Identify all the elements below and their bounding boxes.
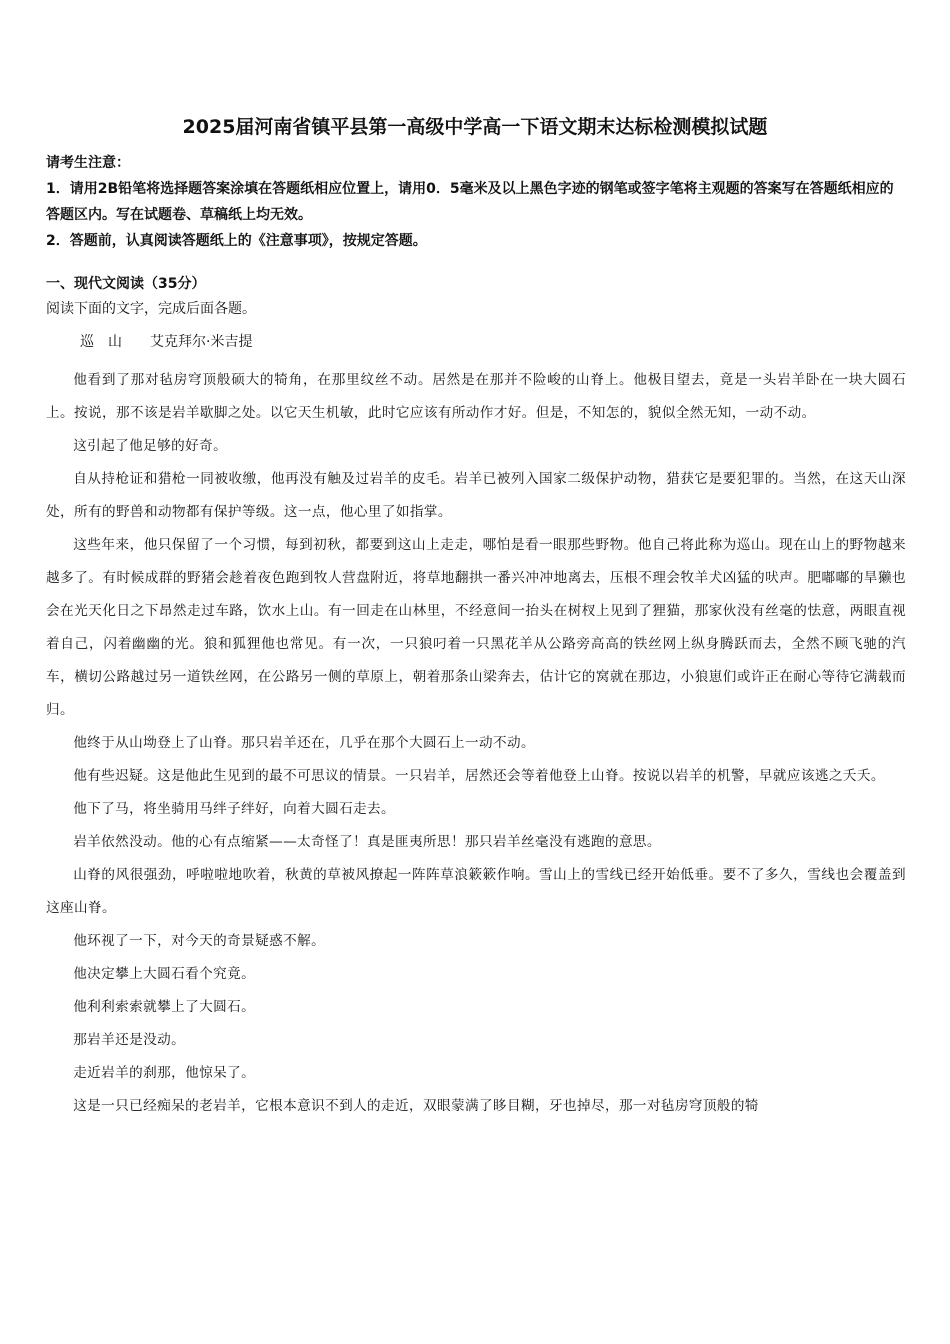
- notice-item: 1．请用2B铅笔将选择题答案涂填在答题纸相应位置上，请用0．5毫米及以上黑色字迹的钢笔或签字笔将主观题的答案写在答题纸相应的答题区内。写在试题卷、草稿纸上均无效。: [46, 181, 894, 223]
- paragraph: 他利利索索就攀上了大圆石。: [73, 999, 256, 1015]
- paragraph: 他决定攀上大圆石看个究竟。: [73, 966, 256, 982]
- paragraph: 山脊的风很强劲，呼啦啦地吹着，秋黄的草被风撩起一阵阵草浪簌簌作响。雪山上的雪线已经开始低垂。要不了多久，雪线也会覆盖到这座山脊。: [46, 867, 906, 916]
- notice-block: [46, 150, 906, 254]
- paragraph: 走近岩羊的刹那，他惊呆了。: [73, 1065, 256, 1081]
- paragraph: 他看到了那对毡房穹顶般硕大的犄角，在那里纹丝不动。居然是在那并不险峻的山脊上。他极目望去，竟是一头岩羊卧在一块大圆石上。按说，那不该是岩羊歇脚之处。以它天生机敏，此时它应该有所动作才好。但是，不知怎的，貌似全然无知，一动不动。: [46, 372, 906, 421]
- paragraph: 他有些迟疑。这是他此生见到的最不可思议的情景。一只岩羊，居然还会等着他登上山脊。按说以岩羊的机警，早就应该逃之夭夭。: [73, 768, 885, 784]
- notice-heading: 请考生注意：: [46, 155, 130, 171]
- section-instruction: 阅读下面的文字，完成后面各题。: [46, 301, 256, 317]
- paragraph: 他下了马，将坐骑用马绊子绊好，向着大圆石走去。: [73, 801, 396, 817]
- paragraph: 这些年来，他只保留了一个习惯，每到初秋，都要到这山上走走，哪怕是看一眼那些野物。他自己将此称为巡山。现在山上的野物越来越多了。有时候成群的野猪会趁着夜色跑到牧人营盘附近，将草地翻拱一番兴冲冲地离去，压根不理会牧羊犬凶猛的吠声。肥嘟嘟的旱獭也会在光天化日之下昂然走过车路，饮水上山。有一回走在山林里，不经意间一抬头在树杈上见到了狸猫，那家伙没有丝毫的怯意，两眼直视着自己，闪着幽幽的光。狼和狐狸他也常见。有一次，一只狼叼着一只黑花羊从公路旁高高的铁丝网上纵身腾跃而去，全然不顾飞驰的汽车，横切公路越过另一道铁丝网，在公路另一侧的草原上，朝着那条山梁奔去，估计它的窝就在那边，小狼崽们或许正在耐心等待它满载而归。: [46, 537, 906, 718]
- paragraph: 他环视了一下，对今天的奇景疑惑不解。: [73, 933, 326, 949]
- passage-body: [46, 364, 906, 1123]
- paragraph: 他终于从山坳登上了山脊。那只岩羊还在，几乎在那个大圆石上一动不动。: [73, 735, 535, 751]
- paragraph: 这引起了他足够的好奇。: [73, 438, 228, 454]
- passage-title: 巡 山 艾克拜尔·米吉提: [80, 334, 253, 350]
- notice-item: 2．答题前，认真阅读答题纸上的《注意事项》，按规定答题。: [46, 233, 427, 249]
- paragraph: 岩羊依然没动。他的心有点缩紧——太奇怪了！真是匪夷所思！那只岩羊丝毫没有逃跑的意思。: [73, 834, 661, 850]
- paragraph: 那岩羊还是没动。: [73, 1032, 186, 1048]
- paragraph: 这是一只已经痴呆的老岩羊，它根本意识不到人的走近，双眼蒙满了眵目糊，牙也掉尽，那一对毡房穹顶般的犄: [73, 1098, 759, 1114]
- document-title: 2025届河南省镇平县第一高级中学高一下语文期末达标检测模拟试题: [182, 116, 768, 138]
- paragraph: 自从持枪证和猎枪一同被收缴，他再没有触及过岩羊的皮毛。岩羊已被列入国家二级保护动物，猎获它是要犯罪的。当然，在这天山深处，所有的野兽和动物都有保护等级。这一点，他心里了如指掌。: [46, 471, 906, 520]
- section-heading: 一、现代文阅读（35分）: [46, 276, 206, 292]
